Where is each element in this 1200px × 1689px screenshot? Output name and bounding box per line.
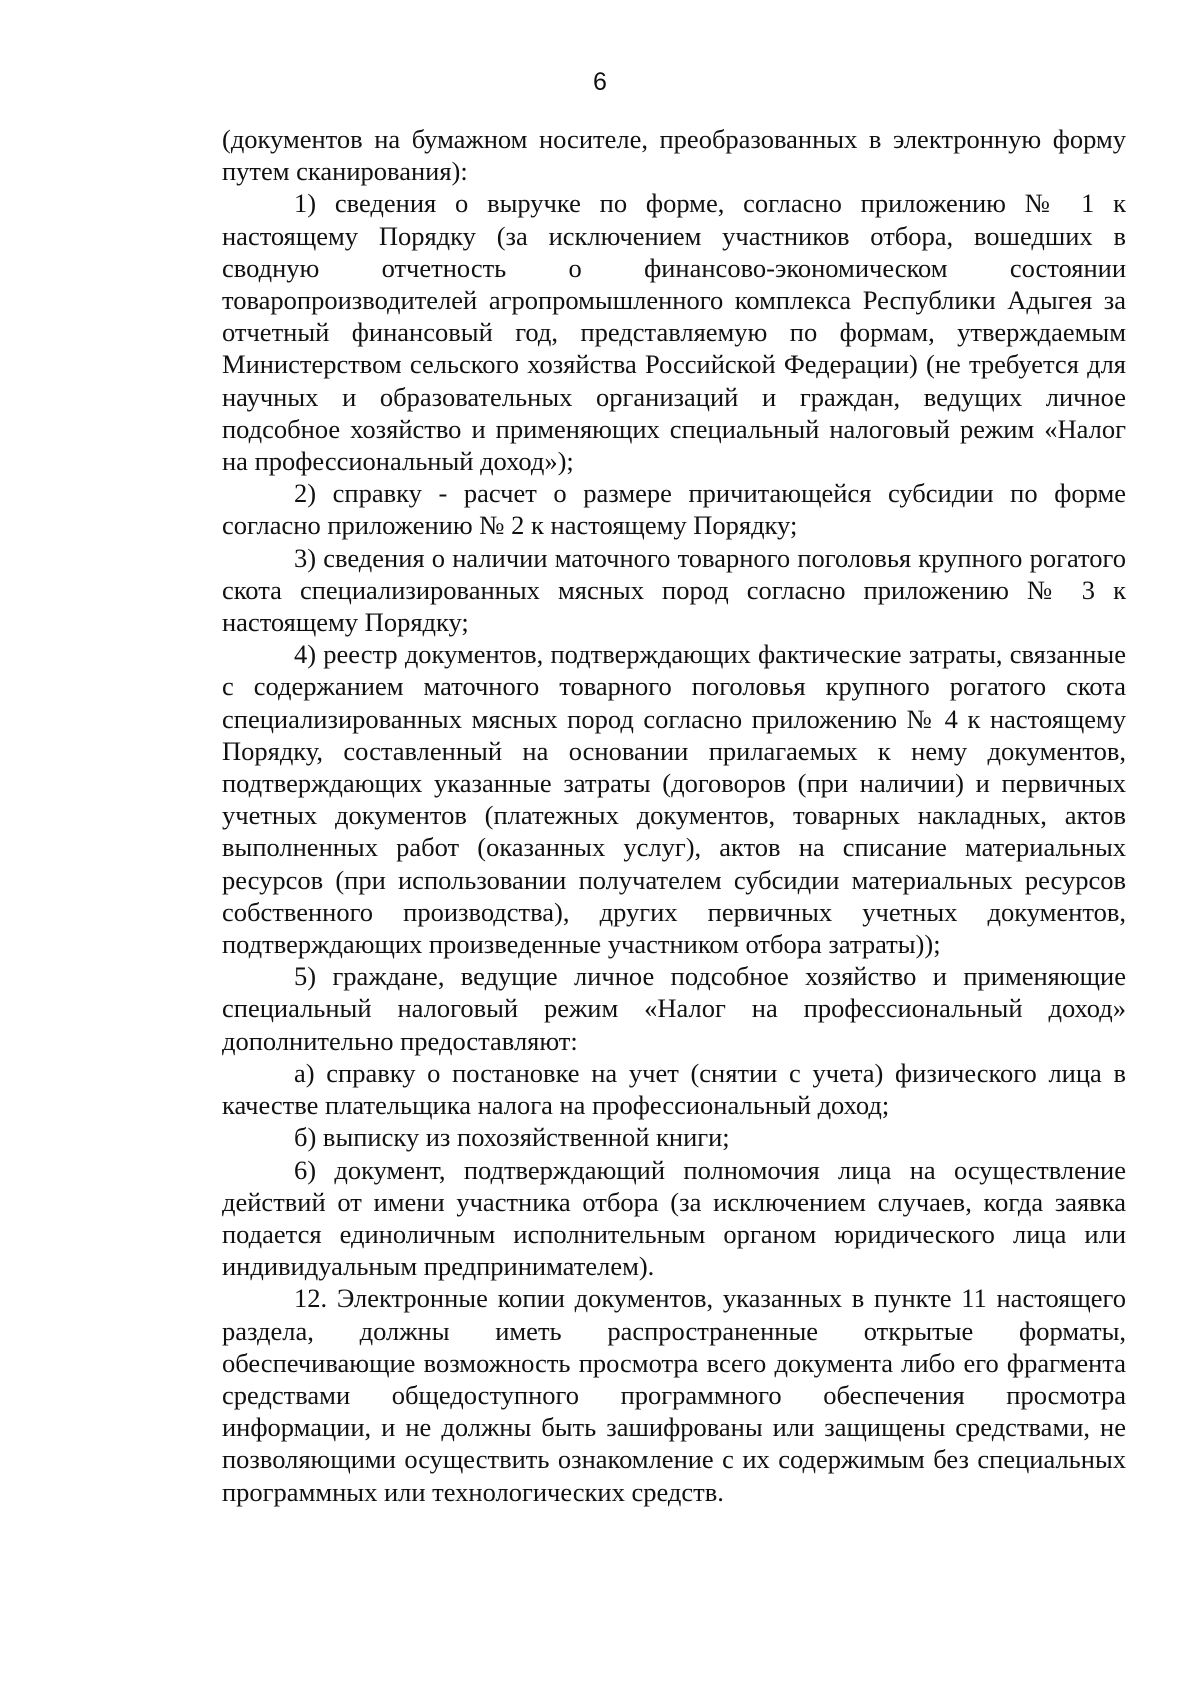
page-number: 6 xyxy=(593,68,607,96)
paragraph-item-5a: а) справку о постановке на учет (снятии с учета) физического лица в качестве плательщика налога на профессиональный доход; xyxy=(222,1057,1126,1121)
paragraph-item-4: 4) реестр документов, подтверждающих фактические затраты, связанные с содержанием маточного товарного поголовья крупного рогатого скота специализированных мясных пород согласно приложению № 4 к настоящему Порядку, составленный на основании прилагаемых к нему документов, подтверждающих указанные затраты (договоров (при наличии) и первичных учетных документов (платежных документов, товарных накладных, актов выполненных работ (оказанных услуг), актов на списание материальных ресурсов (при использовании получателем субсидии материальных ресурсов собственного производства), других первичных учетных документов, подтверждающих произведенные участником отбора затраты)); xyxy=(222,639,1126,960)
paragraph-item-5b: б) выписку из похозяйственной книги; xyxy=(294,1122,730,1153)
paragraph-item-2: 2) справку - расчет о размере причитающейся субсидии по форме согласно приложению № 2 к настоящему Порядку; xyxy=(222,478,1126,541)
paragraph-item-3: 3) сведения о наличии маточного товарного поголовья крупного рогатого скота специализированных мясных пород согласно приложению № 3 к настоящему Порядку; xyxy=(222,542,1126,638)
paragraph-section-12: 12. Электронные копии документов, указанных в пункте 11 настоящего раздела, должны иметь распространенные открытые форматы, обеспечивающие возможность просмотра всего документа либо его фрагмента средствами общедоступного программного обеспечения просмотра информации, и не должны быть зашифрованы или защищены средствами, не позволяющими осуществить ознакомление с их содержимым без специальных программных или технологических средств. xyxy=(222,1283,1126,1507)
paragraph-item-5: 5) граждане, ведущие личное подсобное хозяйство и применяющие специальный налоговый режим «Налог на профессиональный доход» дополнительно предоставляют: xyxy=(222,961,1126,1056)
document-body xyxy=(222,123,1126,1508)
paragraph-item-1: 1) сведения о выручке по форме, согласно приложению № 1 к настоящему Порядку (за исключением участников отбора, вошедших в сводную отчетность о финансово-экономическом состоянии товаропроизводителей агропромышленного комплекса Республики Адыгея за отчетный финансовый год, представляемую по формам, утверждаемым Министерством сельского хозяйства Российской Федерации) (не требуется для научных и образовательных организаций и граждан, ведущих личное подсобное хозяйство и применяющих специальный налоговый режим «Налог на профессиональный доход»); xyxy=(222,188,1126,477)
paragraph-continuation: (документов на бумажном носителе, преобразованных в электронную форму путем сканирования): xyxy=(222,124,1126,187)
paragraph-item-6: 6) документ, подтверждающий полномочия лица на осуществление действий от имени участника отбора (за исключением случаев, когда заявка подается единоличным исполнительным органом юридического лица или индивидуальным предпринимателем). xyxy=(222,1154,1126,1282)
